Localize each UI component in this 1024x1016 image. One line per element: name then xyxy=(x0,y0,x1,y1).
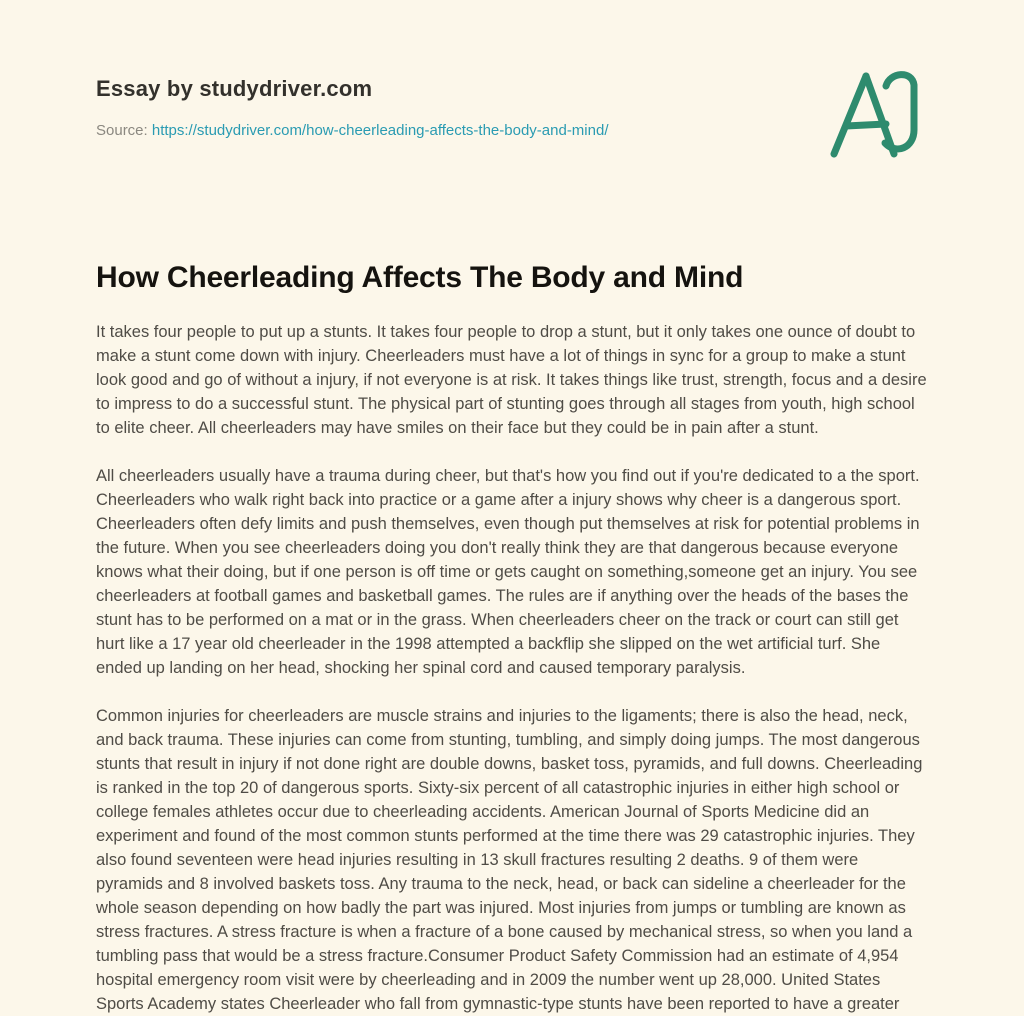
essay-paragraph-1: It takes four people to put up a stunts. It takes four people to drop a stunt, but it only takes one ounce of doubt to make a stunt come down with injury. Cheerleaders must have a lot of things in sync for a group to make a stunt look good and go of without a injury, if not everyone is at risk. It takes things like trust, strength, focus and a desire to impress to do a successful stunt. The physical part of stunting goes through all stages from youth, high school to elite cheer. All cheerleaders may have smiles on their face but they could be in pain after a stunt. xyxy=(96,322,927,437)
essay-content xyxy=(96,261,928,1016)
studydriver-logo xyxy=(824,68,928,160)
source-line xyxy=(96,122,928,139)
essay-paragraph-2: All cheerleaders usually have a trauma during cheer, but that's how you find out if you're dedicated to a the sport. Cheerleaders who walk right back into practice or a game after a injury shows why cheer is a dangerous sport. Cheerleaders often defy limits and push themselves, even though put themselves at risk for potential problems in the future. When you see cheerleaders doing you don't really think they are that dangerous because everyone knows what their doing, but if one person is off time or gets caught on something,someone get an injury. You see cheerleaders at football games and basketball games. The rules are if anything over the heads of the bases the stunt has to be performed on a mat or in the grass. When cheerleaders cheer on the track or court can still get hurt like a 17 year old cheerleader in the 1998 attempted a backflip she slipped on the wet artificial turf. She ended up landing on her head, shocking her spinal cord and caused temporary paralysis. xyxy=(96,466,920,677)
byline: Essay by studydriver.com xyxy=(96,76,373,101)
source-label: Source: xyxy=(96,122,148,139)
essay-title: How Cheerleading Affects The Body and Mind xyxy=(96,261,744,294)
page-header xyxy=(96,76,928,139)
source-link[interactable]: https://studydriver.com/how-cheerleading-affects-the-body-and-mind/ xyxy=(151,122,609,139)
studydriver-monogram-icon xyxy=(824,68,928,160)
essay-paragraph-3: Common injuries for cheerleaders are muscle strains and injuries to the ligaments; there is also the head, neck, and back trauma. These injuries can come from stunting, tumbling, and simply doing jumps. The most dangerous stunts that result in injury if not done right are double downs, basket toss, pyramids, and full downs. Cheerleading is ranked in the top 20 of dangerous sports. Sixty-six percent of all catastrophic injuries in either high school or college females athletes occur due to cheerleading accidents. American Journal of Sports Medicine did an experiment and found of the most common stunts performed at the time there was 29 catastrophic injuries. They also found seventeen were head injuries resulting in 13 skull fractures resulting 2 deaths. 9 of them were pyramids and 8 involved baskets toss. Any trauma to the neck, head, or back can sideline a cheerleader for the whole season depending on how badly the part was injured. Most injuries from jumps or tumbling are known as stress fractures. A stress fracture is when a fracture of a bone caused by mechanical stress, so when you land a tumbling pass that would be a stress fracture.Consumer Product Safety Commission had an estimate of 4,954 hospital emergency room visit were by cheerleading and in 2009 the number went up 28,000. United States Sports Academy states Cheerleader who fall from gymnastic-type stunts have been reported to have a greater xyxy=(96,706,923,1013)
